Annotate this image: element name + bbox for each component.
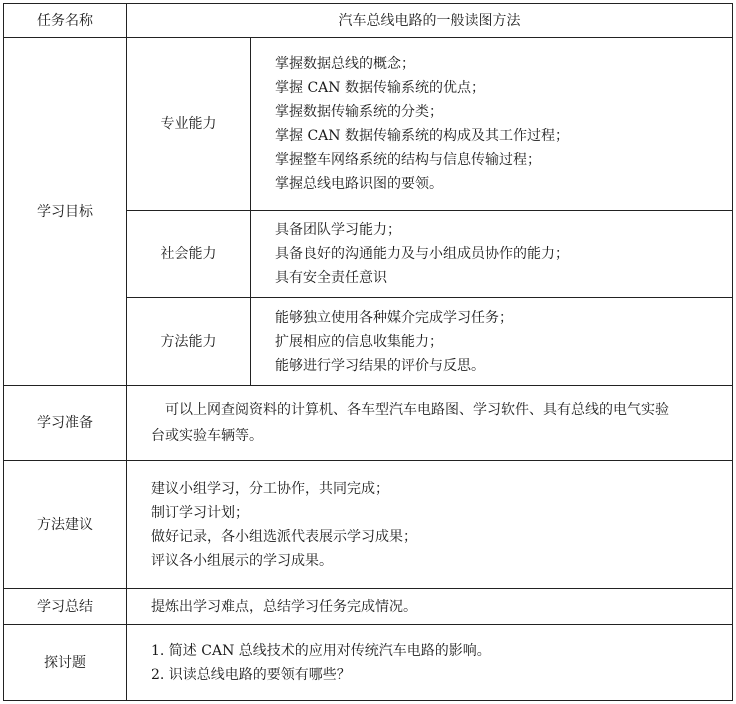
objectives-label: 学习目标: [4, 38, 127, 386]
list-item: 掌握整车网络系统的结构与信息传输过程；: [275, 152, 541, 168]
list-item: 制订学习计划；: [151, 504, 249, 521]
list-item: 能够独立使用各种媒介完成学习任务；: [275, 309, 513, 326]
list-item: 掌握数据传输系统的分类；: [275, 104, 443, 120]
list-item: 掌握数据总线的概念；: [275, 56, 415, 72]
preparation-content: [127, 386, 733, 461]
list-item: 掌握 CAN 数据传输系统的优点；: [275, 80, 485, 96]
list-item: 具备团队学习能力；: [275, 222, 401, 238]
list-item: 具有安全责任意识: [275, 270, 387, 286]
summary-label: 学习总结: [4, 589, 127, 625]
discussion-row: [4, 625, 733, 701]
suggestion-content: [127, 461, 733, 589]
list-item: 扩展相应的信息收集能力；: [275, 333, 443, 350]
professional-ability-label: 专业能力: [127, 38, 251, 211]
preparation-label: 学习准备: [4, 386, 127, 461]
list-item: 建议小组学习，分工协作，共同完成；: [151, 480, 389, 497]
task-name-value: 汽车总线电路的一般读图方法: [127, 4, 733, 38]
list-item: 能够进行学习结果的评价与反思。: [275, 357, 485, 374]
summary-row: [4, 589, 733, 625]
summary-content: 提炼出学习难点，总结学习任务完成情况。: [127, 589, 733, 625]
list-item: 做好记录，各小组选派代表展示学习成果；: [151, 528, 417, 545]
professional-ability-content: [251, 38, 733, 211]
paragraph-line: 可以上网查阅资料的计算机、各车型汽车电路图、学习软件、具有总线的电气实验: [151, 402, 669, 418]
preparation-row: [4, 386, 733, 461]
list-item: 1. 简述 CAN 总线技术的应用对传统汽车电路的影响。: [151, 642, 491, 659]
list-item: 2. 识读总线电路的要领有哪些？: [151, 666, 351, 683]
discussion-content: [127, 625, 733, 701]
list-item: 掌握 CAN 数据传输系统的构成及其工作过程；: [275, 128, 569, 144]
suggestion-label: 方法建议: [4, 461, 127, 589]
task-name-label: 任务名称: [4, 4, 127, 38]
paragraph-line: 台或实验车辆等。: [151, 428, 263, 444]
social-ability-label: 社会能力: [127, 211, 251, 298]
learning-task-table: [3, 3, 733, 701]
method-ability-label: 方法能力: [127, 298, 251, 386]
list-item: 掌握总线电路识图的要领。: [275, 176, 443, 192]
list-item: 评议各小组展示的学习成果。: [151, 552, 333, 569]
discussion-label: 探讨题: [4, 625, 127, 701]
objectives-professional-row: [4, 38, 733, 211]
suggestion-row: [4, 461, 733, 589]
method-ability-content: [251, 298, 733, 386]
list-item: 具备良好的沟通能力及与小组成员协作的能力；: [275, 246, 569, 262]
social-ability-content: [251, 211, 733, 298]
task-name-row: [4, 4, 733, 38]
